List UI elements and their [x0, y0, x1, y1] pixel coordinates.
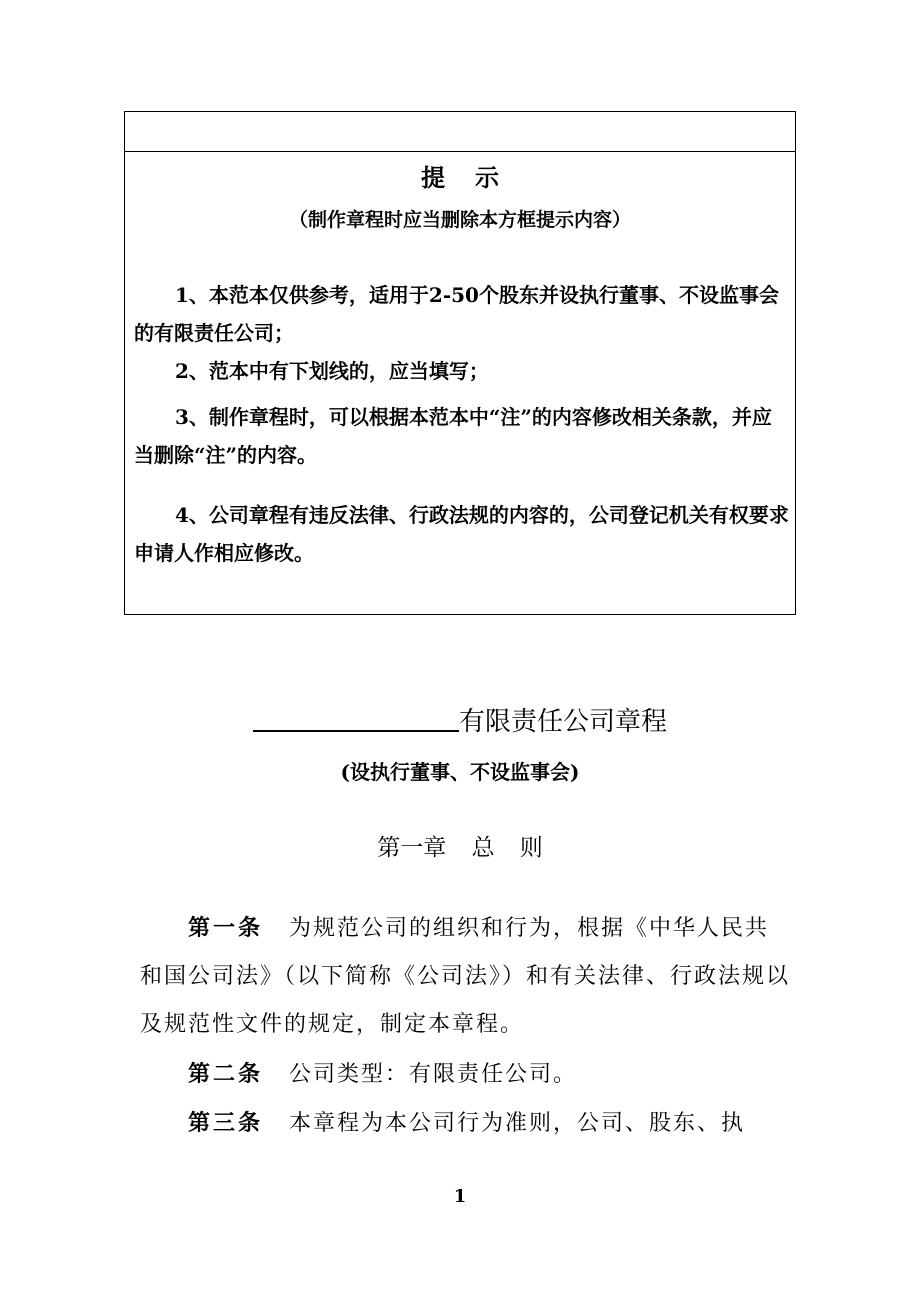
document-subtitle: (设执行董事、不设监事会) [340, 760, 580, 784]
notice-item-3: 3、制作章程时，可以根据本范本中“注”的内容修改相关条款，并应当删除“注”的内容。 [134, 405, 772, 467]
notice-box [124, 111, 796, 615]
article-text: 公司类型：有限责任公司。 [289, 1062, 578, 1087]
document-title [0, 700, 920, 738]
article-label: 第三条 [188, 1110, 264, 1136]
notice-header-row [125, 112, 795, 152]
notice-item-2: 2、范本中有下划线的，应当填写； [175, 359, 489, 383]
article-3 [140, 1099, 790, 1148]
article-2 [140, 1050, 790, 1099]
article-text: 本章程为本公司行为准则，公司、股东、执 [289, 1111, 746, 1136]
notice-subtitle: （制作章程时应当删除本方框提示内容） [288, 209, 631, 231]
article-1 [140, 904, 790, 1049]
page-number: 1 [453, 1186, 467, 1207]
notice-title: 提示 [421, 163, 529, 192]
article-label: 第一条 [188, 915, 264, 941]
article-text: 为规范公司的组织和行为，根据《中华人民共和国公司法》（以下简称《公司法》）和有关法律、行政法规以及规范性文件的规定，制定本章程。 [140, 916, 791, 1037]
document-title-suffix: 有限责任公司章程 [458, 707, 667, 737]
chapter-heading: 第一章 总 则 [377, 835, 543, 861]
notice-item-4: 4、公司章程有违反法律、行政法规的内容的，公司登记机关有权要求申请人作相应修改。 [134, 503, 789, 565]
notice-item-1: 1、本范本仅供参考，适用于2-50个股东并设执行董事、不设监事会的有限责任公司； [134, 283, 779, 345]
article-label: 第二条 [188, 1061, 264, 1087]
company-name-blank[interactable] [253, 700, 459, 732]
